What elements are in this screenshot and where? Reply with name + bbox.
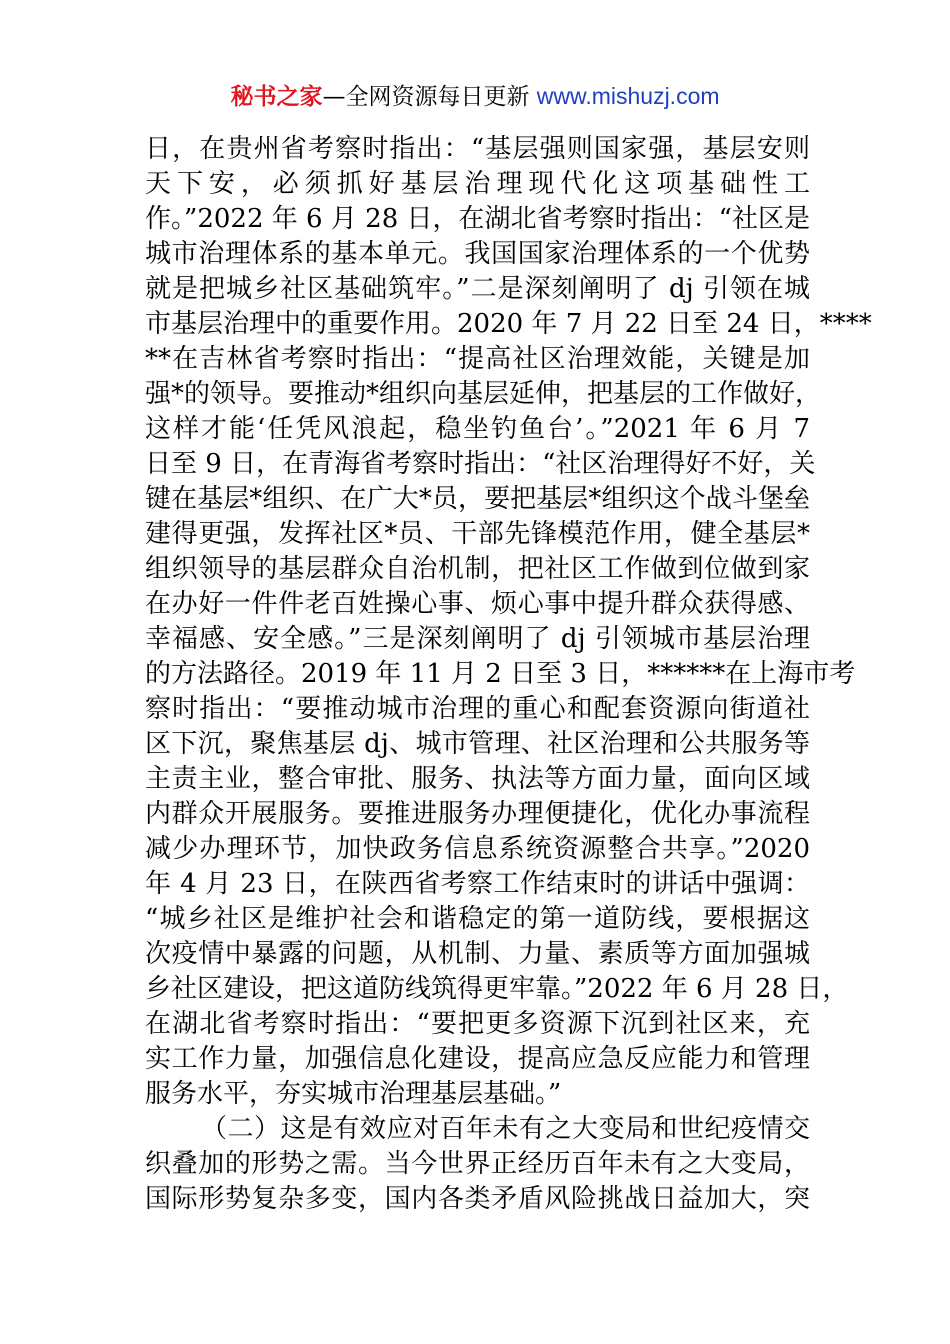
- text-line: 建得更强，发挥社区*员、干部先锋模范作用，健全基层*: [145, 519, 810, 549]
- text-line: 日至 9 日，在青海省考察时指出：“社区治理得好不好，关: [145, 449, 816, 479]
- text-line: 察时指出：“要推动城市治理的重心和配套资源向街道社: [145, 694, 810, 724]
- text-line: **在吉林省考察时指出：“提高社区治理效能，关键是加: [145, 344, 810, 374]
- text-line: 次疫情中暴露的问题，从机制、力量、素质等方面加强城: [145, 939, 810, 969]
- text-line: 键在基层*组织、在广大*员，要把基层*组织这个战斗堡垒: [145, 484, 810, 514]
- text-line: 实工作力量，加强信息化建设，提高应急反应能力和管理: [145, 1044, 810, 1074]
- text-line: 市基层治理中的重要作用。2020 年 7 月 22 日至 24 日，****: [145, 309, 872, 339]
- text-line: 在湖北省考察时指出：“要把更多资源下沉到社区来，充: [145, 1009, 810, 1039]
- paragraph-start-line: （二）这是有效应对百年未有之大变局和世纪疫情交: [201, 1114, 810, 1144]
- text-line: 服务水平，夯实城市治理基层基础。”: [145, 1079, 562, 1109]
- site-header: [0, 80, 950, 113]
- text-line: 织叠加的形势之需。当今世界正经历百年未有之大变局，: [145, 1149, 810, 1179]
- text-line: 城市治理体系的基本单元。我国国家治理体系的一个优势: [145, 239, 810, 269]
- text-line: 年 4 月 23 日，在陕西省考察工作结束时的讲话中强调：: [145, 869, 810, 899]
- text-line: 幸福感、安全感。”三是深刻阐明了 dj 引领城市基层治理: [145, 624, 810, 654]
- text-line: 区下沉，聚焦基层 dj、城市管理、社区治理和公共服务等: [145, 729, 810, 759]
- text-line: “城乡社区是维护社会和谐稳定的第一道防线，要根据这: [145, 904, 810, 934]
- text-line: 主责主业，整合审批、服务、执法等方面力量，面向区域: [145, 764, 810, 794]
- text-line: 天下安，必须抓好基层治理现代化这项基础性工: [145, 169, 810, 199]
- text-line: 组织领导的基层群众自治机制，把社区工作做到位做到家: [145, 554, 810, 584]
- site-tagline: —全网资源每日更新: [322, 84, 537, 110]
- text-line: 在办好一件件老百姓操心事、烦心事中提升群众获得感、: [145, 589, 810, 619]
- text-line: 的方法路径。2019 年 11 月 2 日至 3 日，******在上海市考: [145, 659, 856, 689]
- site-url-link[interactable]: www.mishuzj.com: [536, 83, 720, 109]
- site-brand: 秘书之家: [230, 84, 323, 110]
- text-line: 强*的领导。要推动*组织向基层延伸，把基层的工作做好，: [145, 379, 822, 409]
- text-line: 日，在贵州省考察时指出：“基层强则国家强，基层安则: [145, 134, 810, 164]
- document-body: [145, 132, 872, 1217]
- text-line: 就是把城乡社区基础筑牢。”二是深刻阐明了 dj 引领在城: [145, 274, 810, 304]
- text-line: 减少办理环节，加快政务信息系统资源整合共享。”2020: [145, 834, 810, 864]
- text-line: 作。”2022 年 6 月 28 日，在湖北省考察时指出：“社区是: [145, 204, 810, 234]
- text-line: 乡社区建设，把这道防线筑得更牢靠。”2022 年 6 月 28 日，: [145, 974, 849, 1004]
- text-line: 这样才能‘任凭风浪起，稳坐钓鱼台’。”2021 年 6 月 7: [145, 414, 810, 444]
- text-line: 国际形势复杂多变，国内各类矛盾风险挑战日益加大，突: [145, 1184, 810, 1214]
- text-line: 内群众开展服务。要推进服务办理便捷化，优化办事流程: [145, 799, 810, 829]
